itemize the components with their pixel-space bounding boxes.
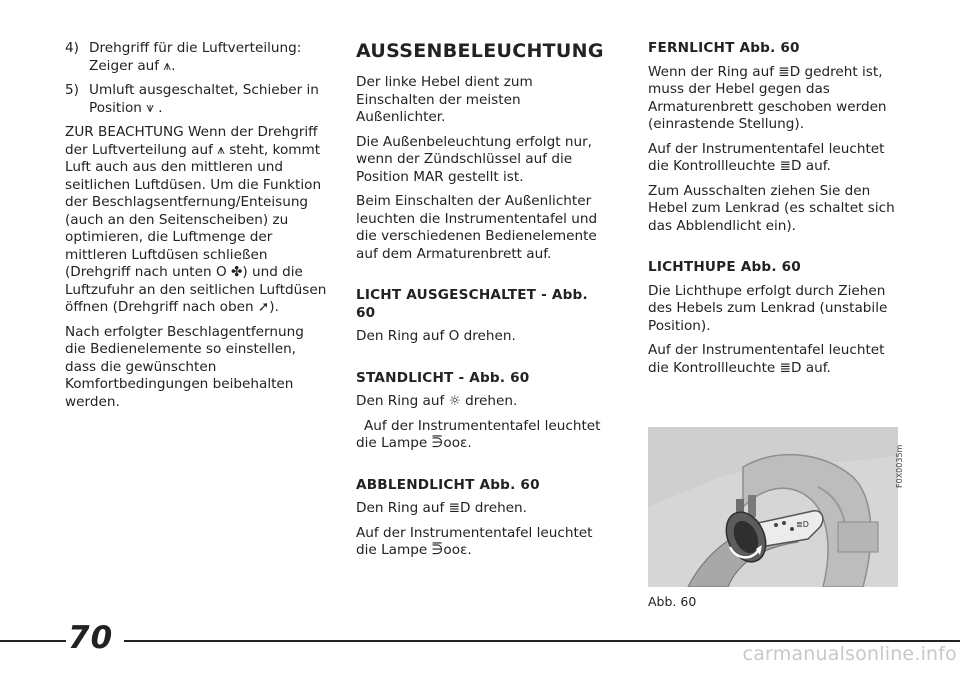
subheading-lights-off: LICHT AUSGESCHALTET - Abb. 60 — [356, 287, 588, 321]
figure-code: F0X0035m — [895, 444, 904, 488]
paragraph: Nach erfolgter Beschlagentfernung die Bedienelemente so einstellen, dass die gewünschten Komfortbedingungen beibehalten werden. — [65, 323, 304, 410]
list-item — [65, 40, 327, 75]
figure-image — [648, 427, 898, 587]
paragraph: Den Ring auf ☼ drehen. — [356, 393, 518, 409]
page-number: 70 — [68, 620, 114, 656]
left-column — [65, 40, 327, 418]
subheading-parking-light: STANDLICHT - Abb. 60 — [356, 369, 530, 386]
paragraph: Auf der Instrumententafel leuchtet die Lampe ⋽ooɛ. — [356, 417, 601, 451]
paragraph: Zum Ausschalten ziehen Sie den Hebel zum Lenkrad (es schaltet sich das Abblendlicht ein). — [648, 182, 895, 234]
paragraph: Der linke Hebel dient zum Einschalten der meisten Außenlichter. — [356, 74, 533, 125]
footer-rule-right — [124, 640, 960, 642]
paragraph: Die Außenbeleuchtung erfolgt nur, wenn der Zündschlüssel auf die Position MAR gestellt ist. — [356, 133, 592, 185]
paragraph: Auf der Instrumententafel leuchtet die Kontrollleuchte ≣D auf. — [648, 140, 885, 174]
subheading-headlight-flash: LICHTHUPE Abb. 60 — [648, 259, 801, 275]
list-item-text: Drehgriff für die Luftverteilung: Zeiger auf ⩚. — [89, 40, 302, 74]
paragraph: Wenn der Ring auf ≣D gedreht ist, muss der Hebel gegen das Armaturenbrett geschoben werden (einrastende Stellung). — [648, 63, 887, 132]
section-title: AUSSENBELEUCHTUNG — [356, 40, 604, 62]
middle-column — [356, 40, 608, 567]
paragraph: Auf der Instrumententafel leuchtet die Kontrollleuchte ≣D auf. — [648, 342, 885, 376]
figure-caption: Abb. 60 — [648, 594, 697, 609]
watermark-text: carmanualsonline.info — [742, 643, 957, 665]
paragraph: Die Lichthupe erfolgt durch Ziehen des Hebels zum Lenkrad (unstabile Position). — [648, 282, 888, 334]
paragraph: Den Ring auf ≣D drehen. — [356, 500, 527, 516]
note-paragraph: ZUR BEACHTUNG Wenn der Drehgriff der Luftverteilung auf ⩚ steht, kommt Luft auch aus den mittleren und seitlichen Luftdüsen. Um die Funktion der Beschlagsentfernung/Enteisung (auch an den Seitenscheiben) zu optimieren, die Luftmenge der mittleren Luftdüsen schließen (Drehgriff nach unten O ✤) und die Luftzufuhr an den seitlichen Luftdüsen öffnen (Drehgriff nach oben ➚). — [65, 124, 327, 315]
svg-text:≣D: ≣D — [796, 520, 809, 529]
list-item-number: 5) — [65, 82, 79, 98]
footer-rule-left — [0, 640, 66, 642]
list-item — [65, 82, 327, 117]
list-item-text: Umluft ausgeschaltet, Schieber in Position ⩛ . — [89, 82, 319, 116]
steering-lever-illustration — [648, 427, 898, 587]
list-item-number: 4) — [65, 40, 79, 56]
paragraph: Beim Einschalten der Außenlichter leuchten die Instrumententafel und die verschiedenen Bedienelemente auf dem Armaturenbrett auf. — [356, 193, 598, 262]
paragraph: Den Ring auf O drehen. — [356, 328, 516, 344]
subheading-high-beam: FERNLICHT Abb. 60 — [648, 40, 800, 56]
paragraph: Auf der Instrumententafel leuchtet die Lampe ⋽ooɛ. — [356, 524, 593, 558]
right-column — [648, 40, 900, 384]
subheading-low-beam: ABBLENDLICHT Abb. 60 — [356, 476, 540, 493]
